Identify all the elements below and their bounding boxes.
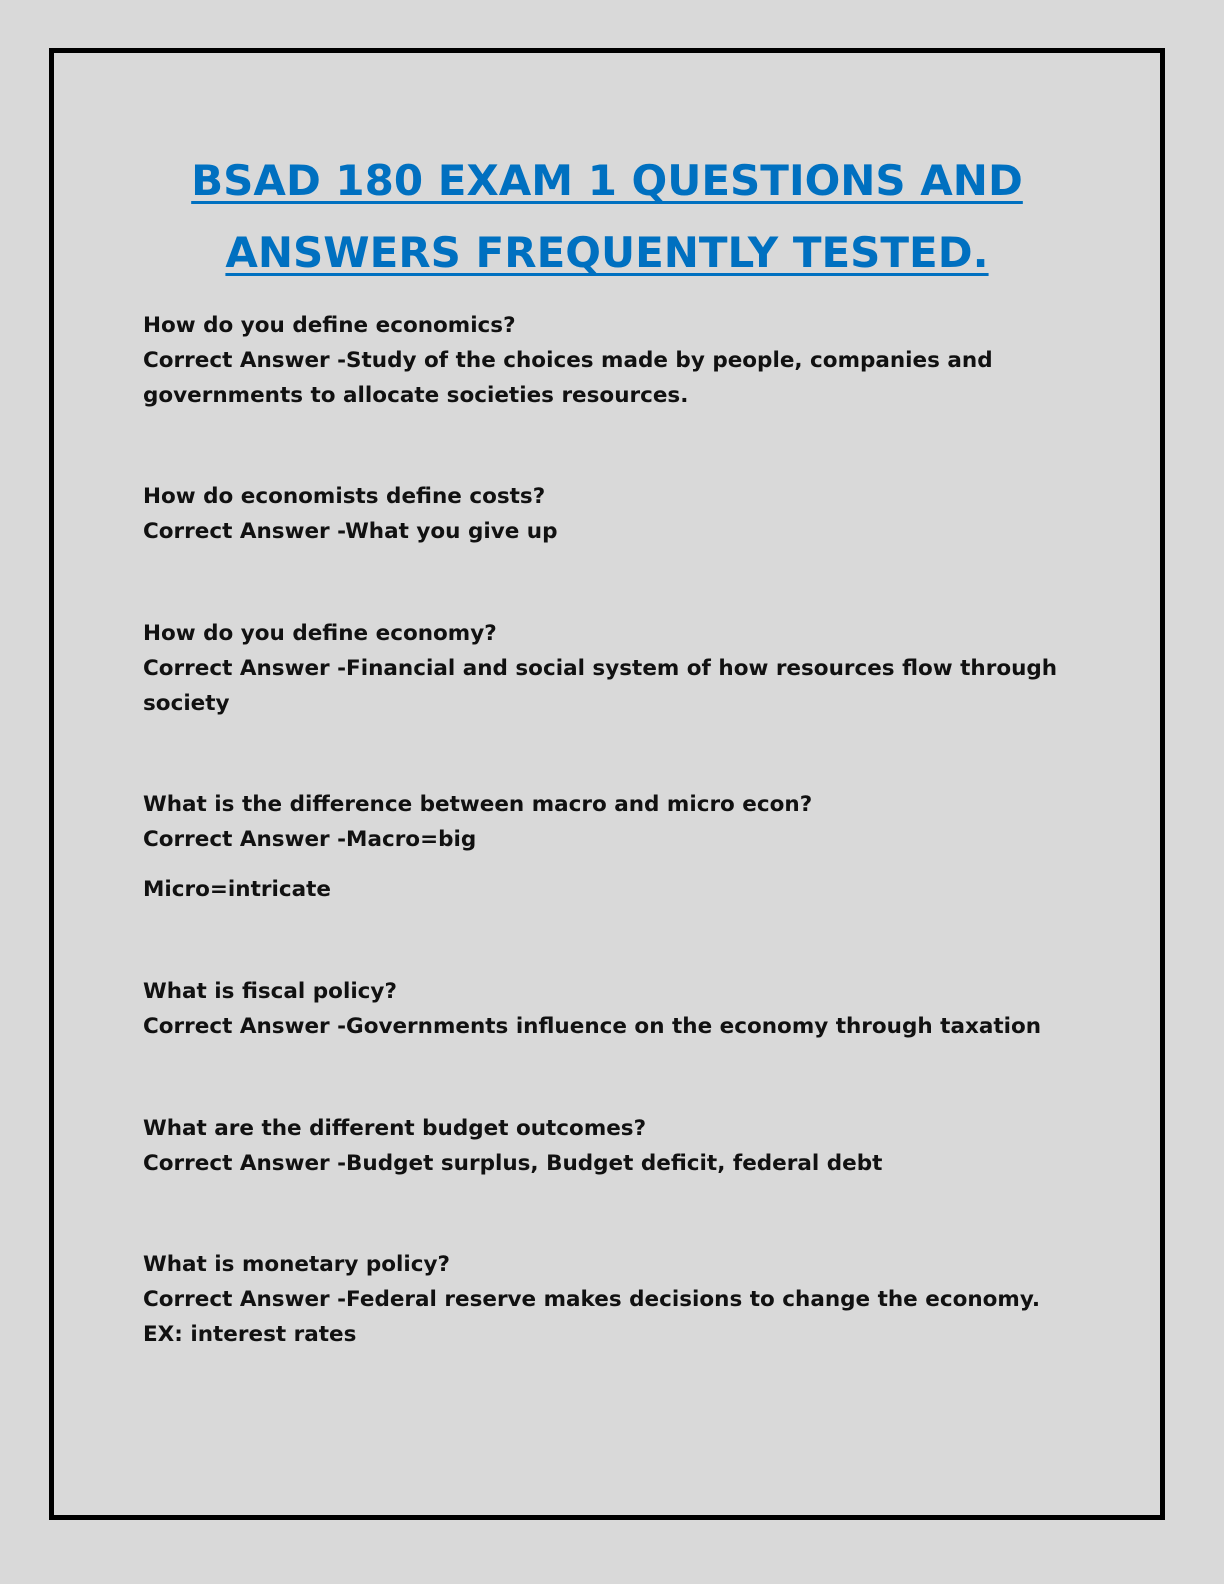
question-3: How do you define economy? [143, 621, 497, 646]
answer-4-extra: Micro=intricate [143, 877, 331, 902]
qa-item-6 [143, 1111, 1103, 1181]
answer-6: Correct Answer -Budget surplus, Budget deficit, federal debt [143, 1151, 883, 1176]
question-1: How do you define economics? [143, 313, 516, 338]
question-5: What is fiscal policy? [143, 979, 397, 1004]
question-6: What are the different budget outcomes? [143, 1116, 647, 1141]
answer-7-extra: EX: interest rates [143, 1322, 357, 1347]
answer-7: Correct Answer -Federal reserve makes decisions to change the economy. [143, 1287, 1041, 1312]
answer-5: Correct Answer -Governments influence on the economy through taxation [143, 1014, 1042, 1039]
document-title [54, 145, 1160, 289]
title-line-2: ANSWERS FREQUENTLY TESTED. [225, 228, 989, 277]
title-line-1: BSAD 180 EXAM 1 QUESTIONS AND [191, 156, 1023, 205]
answer-3: Correct Answer -Financial and social system of how resources flow through society [143, 656, 1058, 716]
qa-item-5 [143, 974, 1103, 1044]
answer-4: Correct Answer -Macro=big [143, 827, 477, 852]
question-4: What is the difference between macro and micro econ? [143, 792, 813, 817]
qa-item-7 [143, 1247, 1103, 1352]
answer-1: Correct Answer -Study of the choices made by people, companies and governments to allocate societies resources. [143, 348, 993, 408]
page-border-frame [49, 48, 1165, 1520]
qa-item-4 [143, 787, 1103, 907]
qa-item-2 [143, 479, 1103, 549]
answer-2: Correct Answer -What you give up [143, 519, 558, 544]
qa-item-3 [143, 616, 1103, 721]
question-7: What is monetary policy? [143, 1252, 451, 1277]
question-2: How do economists define costs? [143, 484, 546, 509]
qa-item-1 [143, 308, 1103, 413]
